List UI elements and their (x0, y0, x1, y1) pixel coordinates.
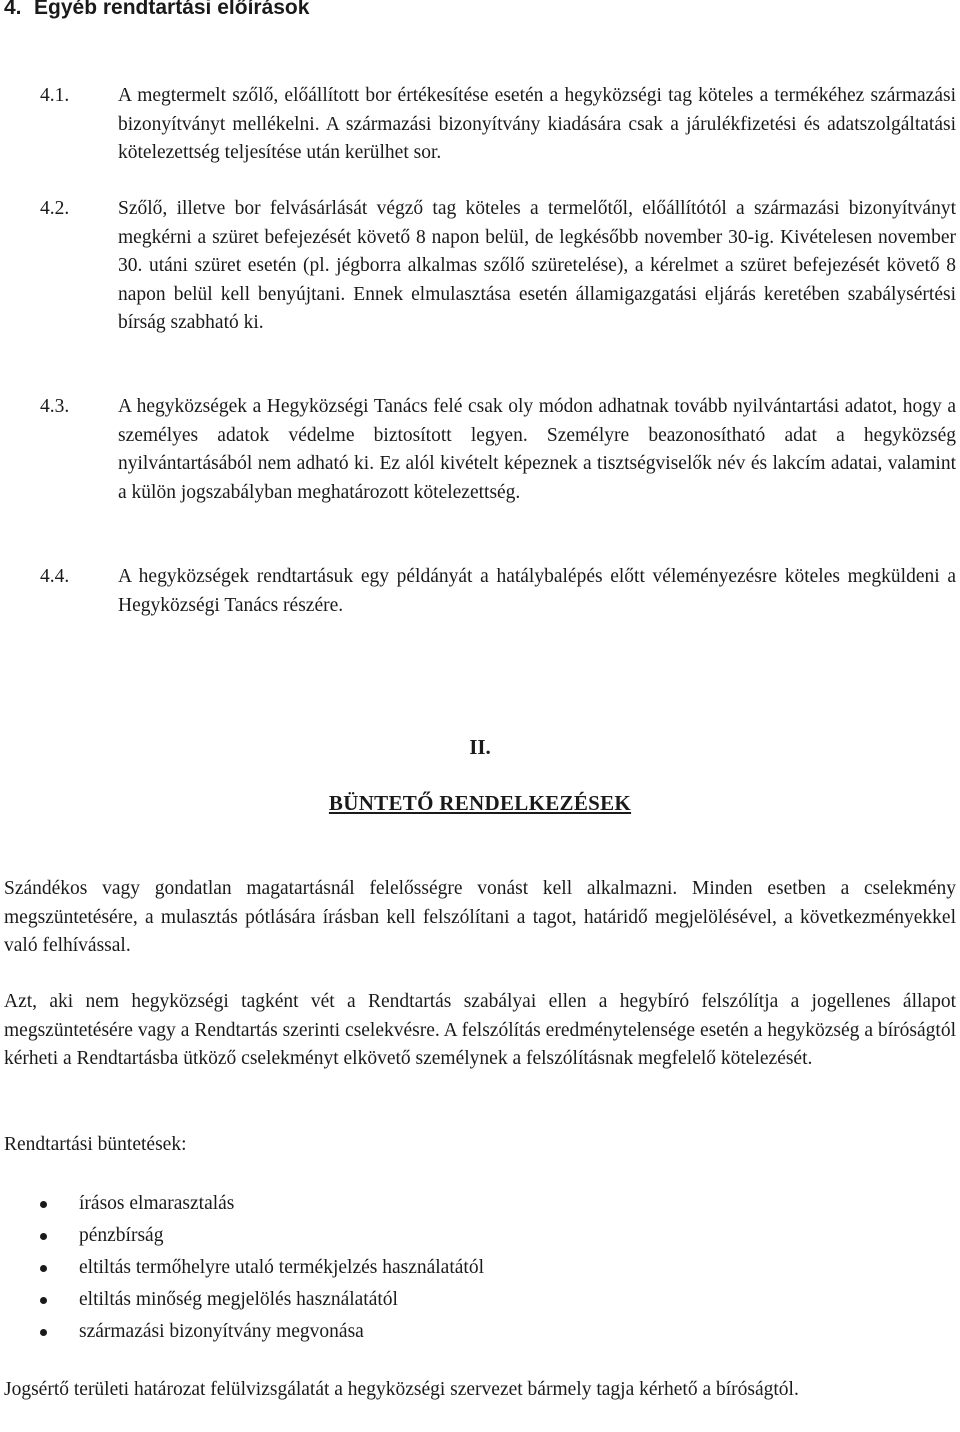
clause-4-2 (40, 195, 956, 338)
penalties-label: Rendtartási büntetések: (4, 1134, 187, 1155)
clause-number: 4.4. (40, 566, 70, 587)
penalties-list (40, 1188, 484, 1348)
section-title: Egyéb rendtartási előírások (34, 0, 310, 19)
bullet-icon (40, 1329, 47, 1336)
clause-4-3 (40, 393, 956, 507)
chapter-title: BÜNTETŐ RENDELKEZÉSEK (328, 791, 632, 815)
clause-number: 4.2. (40, 198, 70, 219)
clause-number: 4.3. (40, 396, 70, 417)
bullet-icon (40, 1233, 47, 1240)
bullet-icon (40, 1297, 47, 1304)
paragraph-review: Jogsértő területi határozat felülvizsgálatát a hegyközségi szervezet bármely tagja kérhető a bíróságtól. (4, 1379, 799, 1400)
clause-number: 4.1. (40, 85, 70, 106)
paragraph-non-member: Azt, aki nem hegyközségi tagként vét a Rendtartás szabályai ellen a hegybíró felszólítja a jogellenes állapot megszüntetésére vagy a Rendtartás szerinti cselekvésre. A felszólítás eredménytelensége esetén a hegyközség a bíróságtól kérheti a Rendtartásba ütköző cselekményt elkövető személynek a felszólításnak megfelelő kötelezését. (4, 991, 956, 1070)
section-heading (4, 0, 309, 22)
list-item: származási bizonyítvány megvonása (40, 1316, 484, 1348)
chapter-number: II. (469, 735, 491, 759)
list-item: írásos elmarasztalás (40, 1188, 484, 1220)
clause-4-1 (40, 82, 956, 168)
list-item: eltiltás termőhelyre utaló termékjelzés használatától (40, 1252, 484, 1284)
bullet-icon (40, 1201, 47, 1208)
section-number: 4. (4, 0, 22, 19)
clause-text: A hegyközségek a Hegyközségi Tanács felé csak oly módon adhatnak tovább nyilvántartási adatot, hogy a személyes adatok védelme biztosított legyen. Személyre beazonosítható adat a hegyközség nyilvántartásából nem adható ki. Ez alól kivételt képeznek a tisztségviselők név és lakcím adatai, valamint a külön jogszabályban meghatározott kötelezettség. (118, 396, 956, 503)
clause-text: Szőlő, illetve bor felvásárlását végző tag köteles a termelőtől, előállítótól a származási bizonyítványt megkérni a szüret befejezését követő 8 napon belül, de legkésőbb november 30-ig. Kivételesen november 30. utáni szüret esetén (pl. jégborra alkalmas szőlő szüretelése), a kérelmet a szüret befejezését követő 8 napon belül kell benyújtani. Ennek elmulasztása esetén államigazgatási eljárás keretében szabálysértési bírság szabható ki. (118, 198, 956, 334)
clause-4-4 (40, 563, 956, 620)
bullet-icon (40, 1265, 47, 1272)
list-item: eltiltás minőség megjelölés használatától (40, 1284, 484, 1316)
clause-text: A megtermelt szőlő, előállított bor értékesítése esetén a hegyközségi tag köteles a termékéhez származási bizonyítványt mellékelni. A származási bizonyítvány kiadására csak a járulékfizetési és adatszolgáltatási kötelezettség teljesítése után kerülhet sor. (118, 85, 956, 164)
clause-text: A hegyközségek rendtartásuk egy példányát a hatálybalépés előtt véleményezésre köteles megküldeni a Hegyközségi Tanács részére. (118, 566, 956, 616)
paragraph-intent: Szándékos vagy gondatlan magatartásnál felelősségre vonást kell alkalmazni. Minden esetben a cselekmény megszüntetésére, a mulasztás pótlására írásban kell felszólítani a tagot, határidő megjelölésével, a következményekkel való felhívással. (4, 878, 956, 957)
list-item: pénzbírság (40, 1220, 484, 1252)
